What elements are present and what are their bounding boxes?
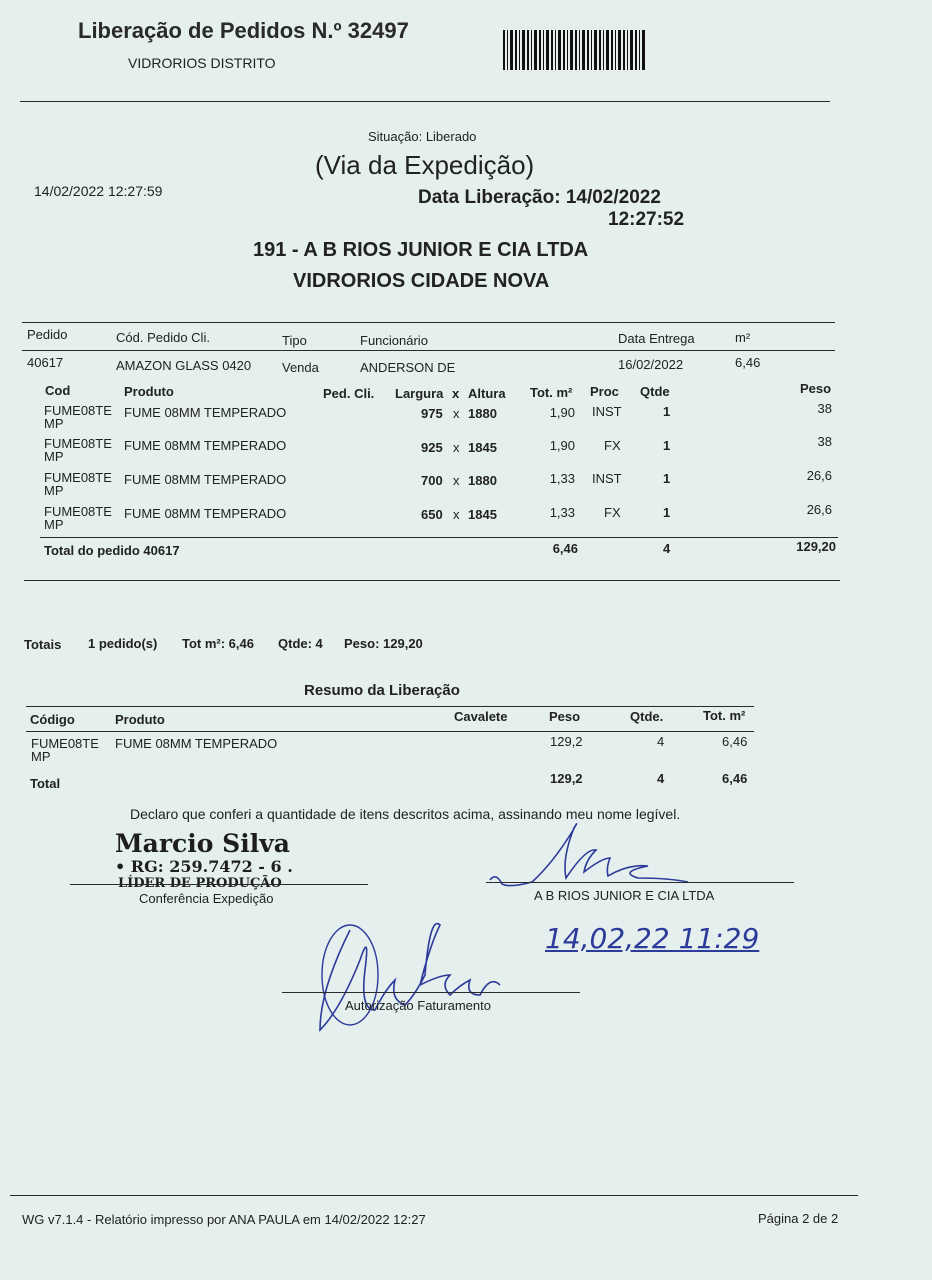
summary-produto: FUME 08MM TEMPERADO	[115, 736, 278, 751]
document-title: Liberação de Pedidos N.º 32497	[78, 18, 409, 43]
summary-top-line	[26, 706, 754, 707]
barcode	[503, 30, 645, 70]
totals-label: Totais	[24, 637, 62, 652]
item-peso: 26,6	[806, 468, 832, 483]
item-largura: 925	[421, 440, 443, 455]
item-peso: 38	[817, 434, 832, 449]
items-col-peso: Peso	[800, 381, 832, 396]
summary-col-tot-m2: Tot. m²	[703, 708, 746, 723]
item-cod-line1: FUME08TE	[44, 403, 112, 418]
summary-codigo-line2: MP	[31, 749, 51, 764]
order-type: Venda	[282, 360, 319, 375]
item-x: x	[453, 440, 460, 455]
summary-col-produto: Produto	[115, 712, 165, 727]
footer-report-info: WG v7.1.4 - Relatório impresso por ANA PAULA em 14/02/2022 12:27	[22, 1212, 426, 1227]
client-sign-line	[486, 882, 794, 883]
header-divider	[20, 101, 830, 102]
authorization-label: Autorização Faturamento	[345, 998, 491, 1013]
items-col-ped-cli: Ped. Cli.	[323, 386, 375, 401]
items-col-cod: Cod	[45, 383, 71, 398]
client-sign-label: A B RIOS JUNIOR E CIA LTDA	[534, 888, 715, 903]
item-largura: 975	[421, 406, 443, 421]
item-largura: 650	[421, 507, 443, 522]
items-col-produto: Produto	[124, 384, 174, 399]
item-qtde: 1	[663, 438, 671, 453]
item-altura: 1880	[468, 406, 497, 421]
item-altura: 1845	[468, 507, 497, 522]
section-divider	[24, 580, 840, 581]
col-cod-cli: Cód. Pedido Cli.	[116, 330, 210, 345]
item-cod	[44, 471, 112, 497]
item-x: x	[453, 507, 460, 522]
declaration-text: Declaro que conferi a quantidade de itens descritos acima, assinando meu nome legível.	[130, 806, 681, 822]
summary-header-line	[26, 731, 754, 732]
status-text: Situação: Liberado	[368, 129, 477, 144]
item-cod-line2: MP	[44, 416, 64, 431]
item-tot-m2: 1,90	[549, 438, 575, 453]
order-area: 6,46	[735, 355, 761, 370]
items-col-qtde: Qtde	[640, 384, 670, 399]
item-cod-line2: MP	[44, 483, 64, 498]
item-cod-line1: FUME08TE	[44, 470, 112, 485]
summary-total-qtde: 4	[657, 771, 665, 786]
item-peso: 38	[817, 401, 832, 416]
item-qtde: 1	[663, 404, 671, 419]
item-cod-line1: FUME08TE	[44, 436, 112, 451]
handwritten-date: 14,02,22 11:29	[545, 922, 760, 955]
item-largura: 700	[421, 473, 443, 488]
stamp-rg: • RG: 259.7472 - 6 .	[115, 857, 293, 876]
summary-total-peso: 129,2	[550, 771, 583, 786]
items-col-largura: Largura	[395, 386, 444, 401]
branch-name: VIDRORIOS DISTRITO	[128, 55, 276, 71]
item-qtde: 1	[663, 505, 671, 520]
totals-orders: 1 pedido(s)	[88, 636, 158, 651]
item-peso: 26,6	[806, 502, 832, 517]
items-col-altura: Altura	[468, 386, 506, 401]
order-top-line	[22, 322, 835, 323]
release-time: 12:27:52	[608, 209, 685, 230]
items-col-x: x	[452, 386, 460, 401]
client-name: 191 - A B RIOS JUNIOR E CIA LTDA	[253, 239, 589, 261]
summary-col-cavalete: Cavalete	[454, 709, 508, 724]
col-funcionario: Funcionário	[360, 333, 428, 348]
summary-col-peso: Peso	[549, 709, 581, 724]
item-cod	[44, 505, 112, 531]
order-total-m2: 6,46	[552, 541, 578, 556]
item-proc: INST	[592, 404, 622, 419]
item-altura: 1845	[468, 440, 497, 455]
conferencia-sign-line	[70, 884, 368, 885]
summary-codigo-line1: FUME08TE	[31, 736, 99, 751]
col-data-entrega: Data Entrega	[618, 331, 695, 346]
order-number: 40617	[27, 355, 64, 370]
order-total-label: Total do pedido 40617	[44, 543, 180, 558]
authorization-sign-line	[282, 992, 580, 993]
item-cod-line2: MP	[44, 449, 64, 464]
item-produto: FUME 08MM TEMPERADO	[124, 472, 287, 487]
item-cod	[44, 437, 112, 463]
footer-page-number: Página 2 de 2	[758, 1211, 839, 1226]
item-altura: 1880	[468, 473, 497, 488]
item-produto: FUME 08MM TEMPERADO	[124, 438, 287, 453]
conferencia-label: Conferência Expedição	[139, 891, 274, 906]
summary-tot-m2: 6,46	[722, 734, 748, 749]
item-cod-line2: MP	[44, 517, 64, 532]
stamp-role: LÍDER DE PRODUÇÃO	[118, 876, 282, 891]
order-delivery-date: 16/02/2022	[618, 357, 684, 372]
summary-qtde: 4	[657, 734, 665, 749]
summary-peso: 129,2	[550, 734, 583, 749]
totals-m2: Tot m²: 6,46	[182, 636, 254, 651]
col-pedido: Pedido	[27, 327, 68, 342]
item-tot-m2: 1,33	[549, 471, 575, 486]
order-total-qtde: 4	[663, 541, 671, 556]
release-date: Data Liberação: 14/02/2022	[418, 187, 661, 208]
item-x: x	[453, 406, 460, 421]
totals-peso: Peso: 129,20	[344, 636, 423, 651]
item-cod	[44, 404, 112, 430]
item-x: x	[453, 473, 460, 488]
items-col-tot-m2: Tot. m²	[530, 385, 573, 400]
footer-line	[10, 1195, 858, 1196]
summary-total-label: Total	[30, 776, 61, 791]
item-proc: FX	[604, 438, 621, 453]
printed-datetime: 14/02/2022 12:27:59	[34, 183, 163, 199]
col-m2: m²	[735, 330, 751, 345]
store-name: VIDRORIOS CIDADE NOVA	[293, 270, 550, 292]
item-produto: FUME 08MM TEMPERADO	[124, 405, 287, 420]
items-col-proc: Proc	[590, 384, 619, 399]
order-client-code: AMAZON GLASS 0420	[116, 358, 252, 373]
summary-col-qtde: Qtde.	[630, 709, 664, 724]
order-total-peso: 129,20	[796, 539, 836, 554]
item-proc: FX	[604, 505, 621, 520]
col-tipo: Tipo	[282, 333, 307, 348]
item-proc: INST	[592, 471, 622, 486]
order-header-line	[22, 350, 835, 351]
summary-title: Resumo da Liberação	[304, 682, 460, 699]
copy-type: (Via da Expedição)	[315, 150, 535, 180]
item-tot-m2: 1,33	[549, 505, 575, 520]
item-qtde: 1	[663, 471, 671, 486]
summary-total-tot-m2: 6,46	[722, 771, 748, 786]
items-total-line	[40, 537, 838, 538]
item-cod-line1: FUME08TE	[44, 504, 112, 519]
summary-codigo	[31, 737, 99, 763]
order-employee: ANDERSON DE	[360, 360, 456, 375]
item-tot-m2: 1,90	[549, 405, 575, 420]
stamp-name: Marcio Silva	[115, 829, 290, 858]
authorization-signature	[305, 915, 535, 1040]
client-signature	[480, 810, 710, 900]
item-produto: FUME 08MM TEMPERADO	[124, 506, 287, 521]
totals-qtde: Qtde: 4	[278, 636, 323, 651]
summary-col-codigo: Código	[30, 712, 75, 727]
